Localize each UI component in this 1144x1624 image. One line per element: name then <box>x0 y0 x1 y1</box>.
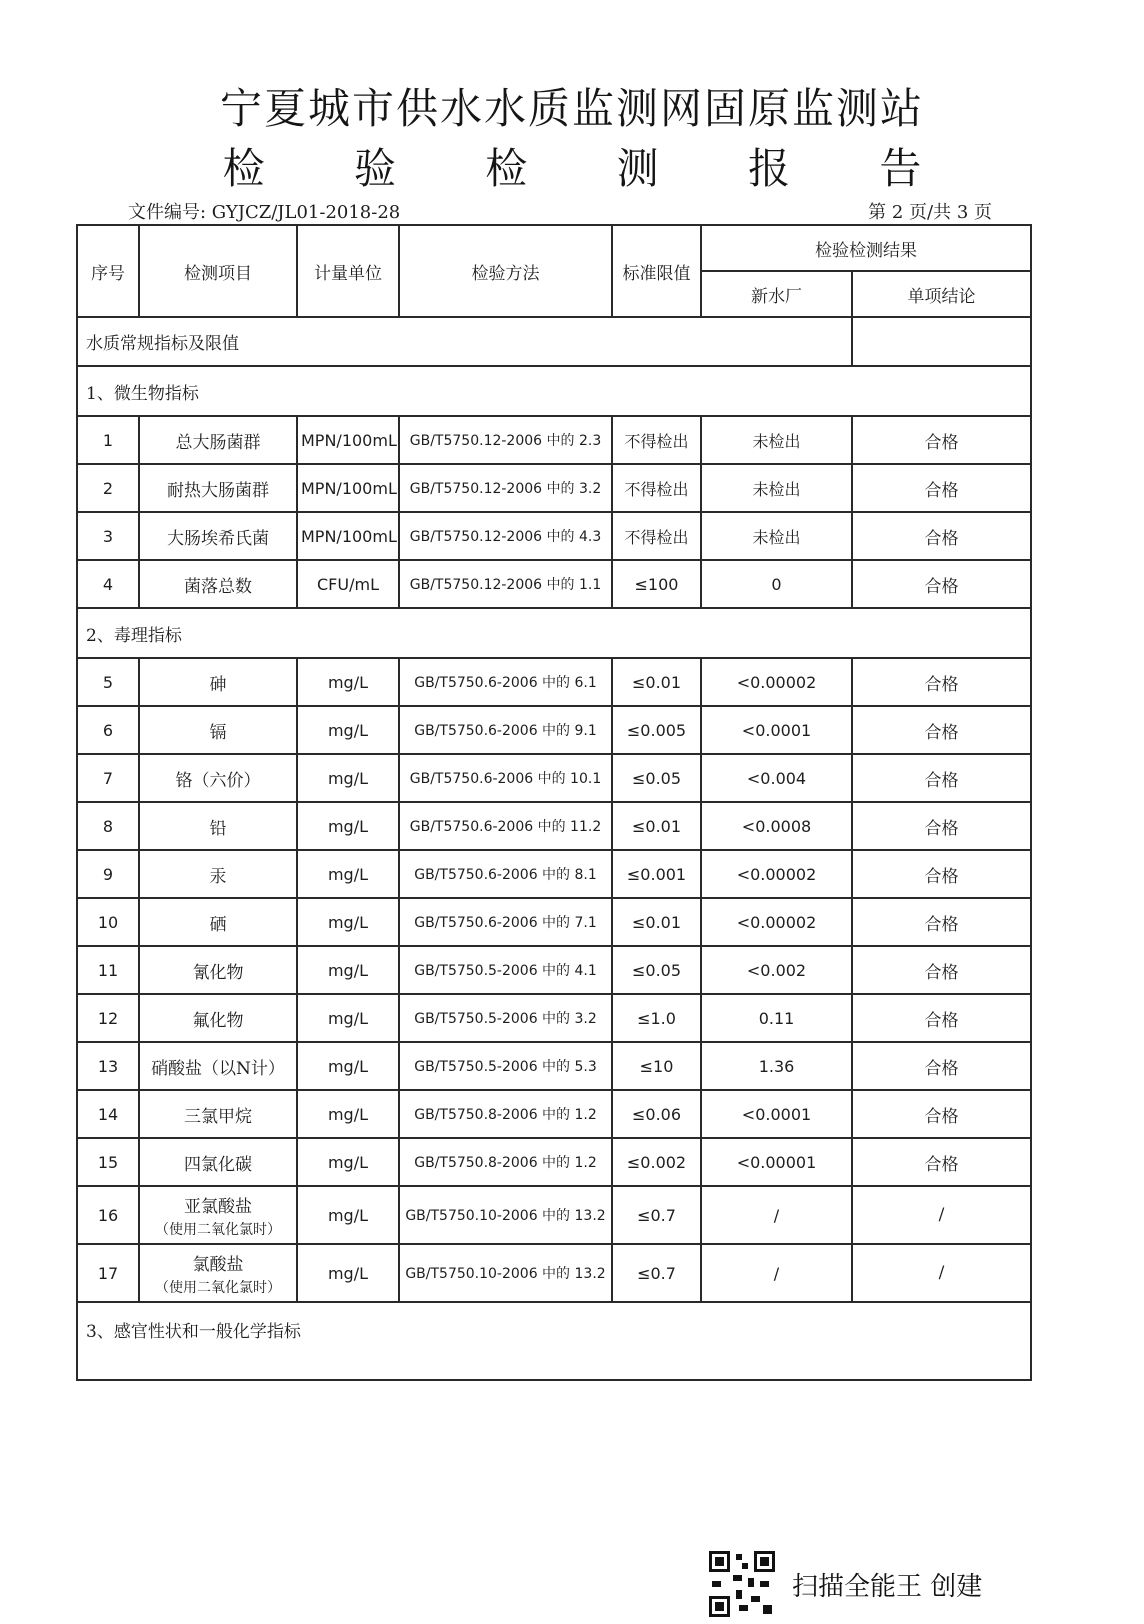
row-item <box>139 994 297 1042</box>
row-limit: ≤0.001 <box>612 850 701 898</box>
row-number: 16 <box>77 1186 139 1244</box>
header-item: 检测项目 <box>139 225 297 317</box>
row-unit: MPN/100mL <box>297 512 399 560</box>
row-item-name: 汞 <box>209 866 227 887</box>
row-limit: ≤0.06 <box>612 1090 701 1138</box>
row-unit: mg/L <box>297 1090 399 1138</box>
section-title: 1、微生物指标 <box>77 366 1031 416</box>
table-row <box>77 512 1031 560</box>
row-limit: ≤0.7 <box>612 1186 701 1244</box>
row-method: GB/T5750.6-2006 中的 10.1 <box>399 754 612 802</box>
row-number: 17 <box>77 1244 139 1302</box>
row-limit: 不得检出 <box>612 464 701 512</box>
section-row <box>77 1302 1031 1380</box>
row-unit: MPN/100mL <box>297 464 399 512</box>
row-item-name: 铬（六价） <box>175 770 261 791</box>
row-method: GB/T5750.12-2006 中的 1.1 <box>399 560 612 608</box>
table-row <box>77 946 1031 994</box>
row-limit: ≤100 <box>612 560 701 608</box>
row-item <box>139 1138 297 1186</box>
row-conclusion: 合格 <box>852 1138 1031 1186</box>
row-result: 未检出 <box>701 512 852 560</box>
row-unit: mg/L <box>297 754 399 802</box>
table-row <box>77 754 1031 802</box>
row-method: GB/T5750.5-2006 中的 4.1 <box>399 946 612 994</box>
row-unit: mg/L <box>297 898 399 946</box>
row-limit: ≤0.01 <box>612 802 701 850</box>
row-item-name: 氟化物 <box>192 1010 244 1031</box>
row-number: 15 <box>77 1138 139 1186</box>
section-row <box>77 608 1031 658</box>
row-item-name: 硒 <box>209 914 227 935</box>
row-number: 6 <box>77 706 139 754</box>
row-unit: mg/L <box>297 658 399 706</box>
row-item-name: 镉 <box>209 722 227 743</box>
row-result: 未检出 <box>701 416 852 464</box>
row-number: 7 <box>77 754 139 802</box>
row-item-note: （使用二氧化氯时） <box>155 1221 281 1238</box>
table-row <box>77 1186 1031 1244</box>
row-number: 14 <box>77 1090 139 1138</box>
header-plant: 新水厂 <box>701 271 852 317</box>
table-row <box>77 850 1031 898</box>
row-item <box>139 1042 297 1090</box>
row-conclusion: / <box>852 1186 1031 1244</box>
row-conclusion: / <box>852 1244 1031 1302</box>
row-item-name: 三氯甲烷 <box>184 1106 252 1127</box>
row-method: GB/T5750.6-2006 中的 8.1 <box>399 850 612 898</box>
table-row <box>77 1090 1031 1138</box>
row-method: GB/T5750.6-2006 中的 11.2 <box>399 802 612 850</box>
row-item-name: 耐热大肠菌群 <box>167 480 269 501</box>
row-limit: ≤0.05 <box>612 754 701 802</box>
row-conclusion: 合格 <box>852 994 1031 1042</box>
row-method: GB/T5750.12-2006 中的 2.3 <box>399 416 612 464</box>
row-method: GB/T5750.10-2006 中的 13.2 <box>399 1244 612 1302</box>
row-item <box>139 512 297 560</box>
row-number: 1 <box>77 416 139 464</box>
row-number: 10 <box>77 898 139 946</box>
header-seq: 序号 <box>77 225 139 317</box>
table-row <box>77 802 1031 850</box>
row-limit: ≤0.01 <box>612 898 701 946</box>
row-limit: ≤0.01 <box>612 658 701 706</box>
row-item-name: 亚氯酸盐 <box>184 1196 252 1217</box>
row-number: 11 <box>77 946 139 994</box>
row-conclusion: 合格 <box>852 560 1031 608</box>
row-unit: mg/L <box>297 1042 399 1090</box>
row-limit: 不得检出 <box>612 416 701 464</box>
row-result: <0.00002 <box>701 658 852 706</box>
section-title: 2、毒理指标 <box>77 608 1031 658</box>
row-unit: mg/L <box>297 1244 399 1302</box>
row-unit: MPN/100mL <box>297 416 399 464</box>
header-results: 检验检测结果 <box>701 225 1031 271</box>
table-row <box>77 560 1031 608</box>
section-title: 水质常规指标及限值 <box>77 317 852 366</box>
row-unit: mg/L <box>297 994 399 1042</box>
row-result: <0.002 <box>701 946 852 994</box>
row-item <box>139 658 297 706</box>
row-method: GB/T5750.8-2006 中的 1.2 <box>399 1090 612 1138</box>
row-method: GB/T5750.6-2006 中的 6.1 <box>399 658 612 706</box>
row-item <box>139 754 297 802</box>
row-result: <0.00002 <box>701 898 852 946</box>
table-row <box>77 416 1031 464</box>
row-method: GB/T5750.8-2006 中的 1.2 <box>399 1138 612 1186</box>
row-conclusion: 合格 <box>852 512 1031 560</box>
file-number: 文件编号: GYJCZ/JL01-2018-28 <box>128 202 401 223</box>
scanner-watermark <box>706 1546 982 1622</box>
row-method: GB/T5750.10-2006 中的 13.2 <box>399 1186 612 1244</box>
table-row <box>77 706 1031 754</box>
row-number: 5 <box>77 658 139 706</box>
qr-code-icon <box>706 1548 778 1620</box>
row-result: <0.0001 <box>701 1090 852 1138</box>
row-item-name: 菌落总数 <box>184 576 252 597</box>
row-conclusion: 合格 <box>852 416 1031 464</box>
table-row <box>77 1042 1031 1090</box>
row-result: <0.00001 <box>701 1138 852 1186</box>
row-item-name: 硝酸盐（以N计） <box>151 1058 285 1079</box>
row-number: 13 <box>77 1042 139 1090</box>
row-item <box>139 464 297 512</box>
row-result: 1.36 <box>701 1042 852 1090</box>
row-item-name: 氰化物 <box>192 962 244 983</box>
row-unit: mg/L <box>297 802 399 850</box>
row-conclusion: 合格 <box>852 658 1031 706</box>
row-unit: mg/L <box>297 1186 399 1244</box>
row-result: / <box>701 1244 852 1302</box>
row-item <box>139 416 297 464</box>
header-limit: 标准限值 <box>612 225 701 317</box>
row-conclusion: 合格 <box>852 802 1031 850</box>
row-result: <0.00002 <box>701 850 852 898</box>
row-conclusion: 合格 <box>852 706 1031 754</box>
row-result: / <box>701 1186 852 1244</box>
row-limit: ≤0.05 <box>612 946 701 994</box>
row-method: GB/T5750.5-2006 中的 5.3 <box>399 1042 612 1090</box>
row-item-note: （使用二氧化氯时） <box>155 1279 281 1296</box>
row-number: 4 <box>77 560 139 608</box>
row-unit: mg/L <box>297 850 399 898</box>
table-row <box>77 658 1031 706</box>
report-org-title: 宁夏城市供水水质监测网固原监测站 <box>219 84 924 133</box>
row-item <box>139 898 297 946</box>
row-limit: ≤0.002 <box>612 1138 701 1186</box>
header-unit: 计量单位 <box>297 225 399 317</box>
table-row <box>77 994 1031 1042</box>
row-method: GB/T5750.6-2006 中的 9.1 <box>399 706 612 754</box>
row-unit: mg/L <box>297 1138 399 1186</box>
row-unit: mg/L <box>297 946 399 994</box>
row-limit: ≤0.7 <box>612 1244 701 1302</box>
scanner-brand: 扫描全能王 创建 <box>792 1571 983 1602</box>
row-item <box>139 850 297 898</box>
row-item-name: 总大肠菌群 <box>175 432 261 453</box>
row-result: 未检出 <box>701 464 852 512</box>
row-conclusion: 合格 <box>852 946 1031 994</box>
table-row <box>77 898 1031 946</box>
row-item-name: 氯酸盐 <box>192 1254 244 1275</box>
empty-cell <box>852 317 1031 366</box>
table-row <box>77 1244 1031 1302</box>
row-result: <0.004 <box>701 754 852 802</box>
row-method: GB/T5750.12-2006 中的 4.3 <box>399 512 612 560</box>
row-limit: ≤0.005 <box>612 706 701 754</box>
row-conclusion: 合格 <box>852 754 1031 802</box>
row-conclusion: 合格 <box>852 1090 1031 1138</box>
row-result: 0.11 <box>701 994 852 1042</box>
table-header-row <box>77 225 1031 271</box>
table-row <box>77 1138 1031 1186</box>
header-conclusion: 单项结论 <box>852 271 1031 317</box>
row-item <box>139 946 297 994</box>
row-limit: ≤10 <box>612 1042 701 1090</box>
row-method: GB/T5750.12-2006 中的 3.2 <box>399 464 612 512</box>
row-item-name: 铅 <box>209 818 227 839</box>
row-item <box>139 560 297 608</box>
results-table-body <box>77 225 1031 1380</box>
row-item-name: 四氯化碳 <box>184 1154 252 1175</box>
row-conclusion: 合格 <box>852 1042 1031 1090</box>
row-number: 9 <box>77 850 139 898</box>
table-row <box>77 464 1031 512</box>
row-item <box>139 802 297 850</box>
section-row <box>77 317 1031 366</box>
row-conclusion: 合格 <box>852 898 1031 946</box>
row-number: 12 <box>77 994 139 1042</box>
row-limit: 不得检出 <box>612 512 701 560</box>
row-item-name: 大肠埃希氏菌 <box>167 528 269 549</box>
row-method: GB/T5750.6-2006 中的 7.1 <box>399 898 612 946</box>
row-item <box>139 1186 297 1244</box>
row-result: <0.0001 <box>701 706 852 754</box>
row-result: <0.0008 <box>701 802 852 850</box>
report-title: 检 验 检 测 报 告 <box>222 144 960 193</box>
header-method: 检验方法 <box>399 225 612 317</box>
section-row <box>77 366 1031 416</box>
row-limit: ≤1.0 <box>612 994 701 1042</box>
row-unit: mg/L <box>297 706 399 754</box>
row-number: 2 <box>77 464 139 512</box>
row-number: 8 <box>77 802 139 850</box>
row-conclusion: 合格 <box>852 850 1031 898</box>
section-title: 3、感官性状和一般化学指标 <box>77 1302 1031 1380</box>
row-method: GB/T5750.5-2006 中的 3.2 <box>399 994 612 1042</box>
row-item <box>139 1244 297 1302</box>
row-unit: CFU/mL <box>297 560 399 608</box>
results-table <box>76 224 1032 1381</box>
page-number: 第 2 页/共 3 页 <box>868 202 992 223</box>
row-number: 3 <box>77 512 139 560</box>
row-item-name: 砷 <box>209 674 227 695</box>
row-conclusion: 合格 <box>852 464 1031 512</box>
row-item <box>139 1090 297 1138</box>
row-result: 0 <box>701 560 852 608</box>
row-item <box>139 706 297 754</box>
